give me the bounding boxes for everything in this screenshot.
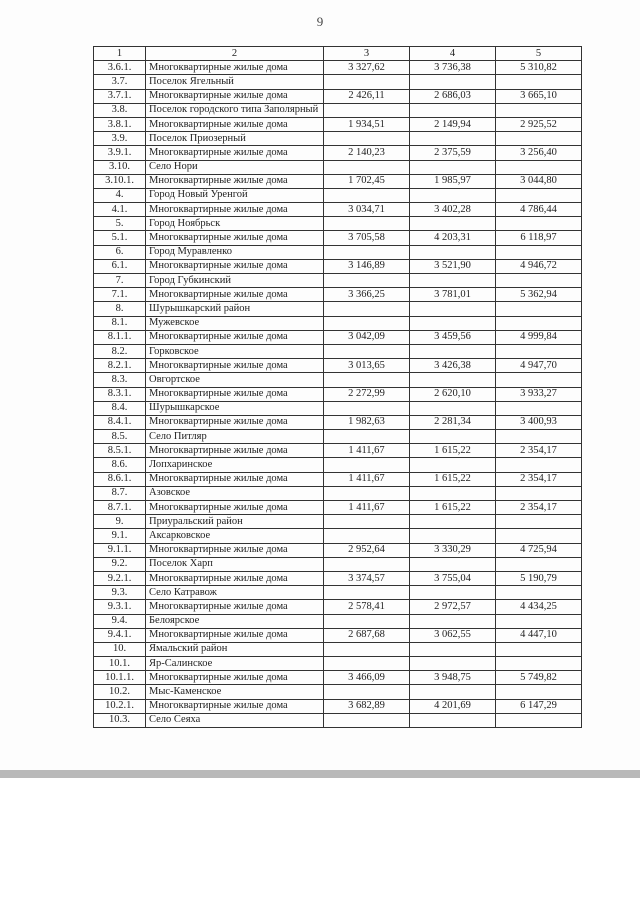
table-row xyxy=(94,188,582,202)
row-number-cell: 9.1.1. xyxy=(94,543,146,557)
table-row xyxy=(94,642,582,656)
value-cell-col5 xyxy=(496,586,582,600)
value-cell-col5 xyxy=(496,132,582,146)
value-cell-col4: 1 615,22 xyxy=(410,472,496,486)
value-cell-col4 xyxy=(410,344,496,358)
value-cell-col4 xyxy=(410,515,496,529)
value-cell-col5 xyxy=(496,316,582,330)
value-cell-col5: 6 118,97 xyxy=(496,231,582,245)
value-cell-col5: 3 400,93 xyxy=(496,415,582,429)
row-name-cell: Село Питляр xyxy=(146,430,324,444)
value-cell-col3 xyxy=(324,657,410,671)
row-number-cell: 9.1. xyxy=(94,529,146,543)
value-cell-col5 xyxy=(496,685,582,699)
value-cell-col4: 1 615,22 xyxy=(410,444,496,458)
row-name-cell: Многоквартирные жилые дома xyxy=(146,203,324,217)
row-number-cell: 10. xyxy=(94,642,146,656)
table-row xyxy=(94,174,582,188)
table-row xyxy=(94,685,582,699)
value-cell-col3 xyxy=(324,188,410,202)
value-cell-col3: 2 272,99 xyxy=(324,387,410,401)
row-number-cell: 8.5. xyxy=(94,430,146,444)
row-name-cell: Многоквартирные жилые дома xyxy=(146,89,324,103)
row-name-cell: Многоквартирные жилые дома xyxy=(146,628,324,642)
row-name-cell: Многоквартирные жилые дома xyxy=(146,288,324,302)
value-cell-col3 xyxy=(324,245,410,259)
row-name-cell: Приуральский район xyxy=(146,515,324,529)
row-number-cell: 10.1.1. xyxy=(94,671,146,685)
value-cell-col4: 3 426,38 xyxy=(410,359,496,373)
value-cell-col3 xyxy=(324,160,410,174)
row-number-cell: 8.2.1. xyxy=(94,359,146,373)
row-number-cell: 8.7.1. xyxy=(94,501,146,515)
value-cell-col3: 3 366,25 xyxy=(324,288,410,302)
row-name-cell: Шурышкарский район xyxy=(146,302,324,316)
row-name-cell: Село Катравож xyxy=(146,586,324,600)
value-cell-col3: 1 411,67 xyxy=(324,444,410,458)
row-number-cell: 8.3.1. xyxy=(94,387,146,401)
value-cell-col3 xyxy=(324,586,410,600)
value-cell-col3 xyxy=(324,713,410,727)
value-cell-col3 xyxy=(324,557,410,571)
value-cell-col4 xyxy=(410,458,496,472)
table-row xyxy=(94,458,582,472)
value-cell-col5: 4 725,94 xyxy=(496,543,582,557)
table-row xyxy=(94,444,582,458)
value-cell-col3 xyxy=(324,458,410,472)
value-cell-col3 xyxy=(324,344,410,358)
table-row xyxy=(94,713,582,727)
value-cell-col4: 3 948,75 xyxy=(410,671,496,685)
value-cell-col3: 3 705,58 xyxy=(324,231,410,245)
row-number-cell: 3.9.1. xyxy=(94,146,146,160)
value-cell-col4 xyxy=(410,430,496,444)
row-name-cell: Шурышкарское xyxy=(146,401,324,415)
value-cell-col3: 3 013,65 xyxy=(324,359,410,373)
table-row xyxy=(94,132,582,146)
table-row xyxy=(94,274,582,288)
value-cell-col5: 4 947,70 xyxy=(496,359,582,373)
value-cell-col5: 4 434,25 xyxy=(496,600,582,614)
row-number-cell: 6. xyxy=(94,245,146,259)
value-cell-col4: 3 330,29 xyxy=(410,543,496,557)
value-cell-col5: 3 933,27 xyxy=(496,387,582,401)
row-number-cell: 3.7. xyxy=(94,75,146,89)
value-cell-col4: 3 062,55 xyxy=(410,628,496,642)
value-cell-col4 xyxy=(410,245,496,259)
value-cell-col4: 2 375,59 xyxy=(410,146,496,160)
row-name-cell: Поселок Приозерный xyxy=(146,132,324,146)
row-name-cell: Город Новый Уренгой xyxy=(146,188,324,202)
value-cell-col4 xyxy=(410,486,496,500)
row-number-cell: 8.6. xyxy=(94,458,146,472)
row-number-cell: 8.4.1. xyxy=(94,415,146,429)
row-name-cell: Мыс-Каменское xyxy=(146,685,324,699)
row-name-cell: Многоквартирные жилые дома xyxy=(146,501,324,515)
row-name-cell: Многоквартирные жилые дома xyxy=(146,571,324,585)
value-cell-col3 xyxy=(324,373,410,387)
value-cell-col5 xyxy=(496,642,582,656)
row-number-cell: 3.8.1. xyxy=(94,117,146,131)
table-header-row xyxy=(94,47,582,61)
value-cell-col3: 3 466,09 xyxy=(324,671,410,685)
row-number-cell: 4. xyxy=(94,188,146,202)
row-number-cell: 3.10.1. xyxy=(94,174,146,188)
row-number-cell: 3.8. xyxy=(94,103,146,117)
value-cell-col4: 2 972,57 xyxy=(410,600,496,614)
row-name-cell: Поселок Харп xyxy=(146,557,324,571)
table-row xyxy=(94,330,582,344)
page-number: 9 xyxy=(316,14,324,29)
value-cell-col3: 2 687,68 xyxy=(324,628,410,642)
row-name-cell: Многоквартирные жилые дома xyxy=(146,330,324,344)
row-number-cell: 8.4. xyxy=(94,401,146,415)
value-cell-col4 xyxy=(410,529,496,543)
value-cell-col3 xyxy=(324,274,410,288)
row-name-cell: Село Нори xyxy=(146,160,324,174)
value-cell-col5 xyxy=(496,245,582,259)
table-row xyxy=(94,401,582,415)
table-row xyxy=(94,529,582,543)
value-cell-col5: 3 044,80 xyxy=(496,174,582,188)
table-row xyxy=(94,259,582,273)
header-cell: 2 xyxy=(146,47,324,61)
value-cell-col3: 1 702,45 xyxy=(324,174,410,188)
value-cell-col3 xyxy=(324,614,410,628)
table-row xyxy=(94,543,582,557)
value-cell-col4: 2 281,34 xyxy=(410,415,496,429)
value-cell-col3 xyxy=(324,685,410,699)
header-cell: 5 xyxy=(496,47,582,61)
table-row xyxy=(94,245,582,259)
table-row xyxy=(94,571,582,585)
table-row xyxy=(94,316,582,330)
value-cell-col5 xyxy=(496,614,582,628)
row-name-cell: Многоквартирные жилые дома xyxy=(146,61,324,75)
value-cell-col3: 2 578,41 xyxy=(324,600,410,614)
row-name-cell: Многоквартирные жилые дома xyxy=(146,174,324,188)
value-cell-col3 xyxy=(324,302,410,316)
value-cell-col5: 3 256,40 xyxy=(496,146,582,160)
table-row xyxy=(94,671,582,685)
value-cell-col4: 2 620,10 xyxy=(410,387,496,401)
value-cell-col4: 2 149,94 xyxy=(410,117,496,131)
value-cell-col5: 4 946,72 xyxy=(496,259,582,273)
table-row xyxy=(94,203,582,217)
value-cell-col3 xyxy=(324,103,410,117)
table-row xyxy=(94,373,582,387)
value-cell-col4: 3 402,28 xyxy=(410,203,496,217)
value-cell-col5 xyxy=(496,274,582,288)
value-cell-col5 xyxy=(496,486,582,500)
value-cell-col3 xyxy=(324,642,410,656)
value-cell-col4: 2 686,03 xyxy=(410,89,496,103)
value-cell-col5: 5 310,82 xyxy=(496,61,582,75)
value-cell-col3: 2 952,64 xyxy=(324,543,410,557)
row-number-cell: 5. xyxy=(94,217,146,231)
row-number-cell: 3.9. xyxy=(94,132,146,146)
row-number-cell: 3.6.1. xyxy=(94,61,146,75)
table-row xyxy=(94,146,582,160)
value-cell-col5 xyxy=(496,557,582,571)
row-number-cell: 10.1. xyxy=(94,657,146,671)
value-cell-col3: 1 411,67 xyxy=(324,501,410,515)
row-number-cell: 9.3.1. xyxy=(94,600,146,614)
value-cell-col4 xyxy=(410,217,496,231)
table-row xyxy=(94,387,582,401)
value-cell-col3: 3 374,57 xyxy=(324,571,410,585)
table-row xyxy=(94,600,582,614)
tariff-table xyxy=(93,46,582,728)
value-cell-col5 xyxy=(496,430,582,444)
value-cell-col4 xyxy=(410,103,496,117)
value-cell-col4: 3 459,56 xyxy=(410,330,496,344)
row-number-cell: 10.2. xyxy=(94,685,146,699)
value-cell-col5: 2 925,52 xyxy=(496,117,582,131)
row-number-cell: 7. xyxy=(94,274,146,288)
table-row xyxy=(94,586,582,600)
scan-edge-band xyxy=(0,770,640,778)
value-cell-col5 xyxy=(496,302,582,316)
value-cell-col3: 3 042,09 xyxy=(324,330,410,344)
table-row xyxy=(94,359,582,373)
row-name-cell: Ямальский район xyxy=(146,642,324,656)
value-cell-col3 xyxy=(324,401,410,415)
value-cell-col3 xyxy=(324,316,410,330)
header-cell: 3 xyxy=(324,47,410,61)
row-name-cell: Яр-Салинское xyxy=(146,657,324,671)
value-cell-col4 xyxy=(410,274,496,288)
table-row xyxy=(94,160,582,174)
value-cell-col3: 2 426,11 xyxy=(324,89,410,103)
value-cell-col4: 3 781,01 xyxy=(410,288,496,302)
value-cell-col4: 3 736,38 xyxy=(410,61,496,75)
table-row xyxy=(94,117,582,131)
value-cell-col3 xyxy=(324,217,410,231)
value-cell-col5: 4 999,84 xyxy=(496,330,582,344)
row-number-cell: 9.4.1. xyxy=(94,628,146,642)
value-cell-col3 xyxy=(324,430,410,444)
value-cell-col4 xyxy=(410,685,496,699)
value-cell-col5 xyxy=(496,188,582,202)
row-name-cell: Многоквартирные жилые дома xyxy=(146,444,324,458)
value-cell-col3: 3 327,62 xyxy=(324,61,410,75)
row-name-cell: Многоквартирные жилые дома xyxy=(146,699,324,713)
row-name-cell: Многоквартирные жилые дома xyxy=(146,671,324,685)
value-cell-col4 xyxy=(410,614,496,628)
value-cell-col4: 4 201,69 xyxy=(410,699,496,713)
row-number-cell: 9.2.1. xyxy=(94,571,146,585)
value-cell-col5 xyxy=(496,515,582,529)
value-cell-col5 xyxy=(496,713,582,727)
value-cell-col3 xyxy=(324,486,410,500)
value-cell-col4: 3 755,04 xyxy=(410,571,496,585)
row-name-cell: Многоквартирные жилые дома xyxy=(146,231,324,245)
header-cell: 4 xyxy=(410,47,496,61)
table-row xyxy=(94,103,582,117)
row-number-cell: 3.10. xyxy=(94,160,146,174)
value-cell-col4 xyxy=(410,713,496,727)
value-cell-col5 xyxy=(496,75,582,89)
table-row xyxy=(94,344,582,358)
value-cell-col5: 2 354,17 xyxy=(496,472,582,486)
row-name-cell: Многоквартирные жилые дома xyxy=(146,543,324,557)
value-cell-col4: 3 521,90 xyxy=(410,259,496,273)
row-number-cell: 10.3. xyxy=(94,713,146,727)
row-number-cell: 9. xyxy=(94,515,146,529)
value-cell-col4 xyxy=(410,373,496,387)
table-row xyxy=(94,288,582,302)
row-number-cell: 9.2. xyxy=(94,557,146,571)
row-name-cell: Многоквартирные жилые дома xyxy=(146,600,324,614)
row-name-cell: Аксарковское xyxy=(146,529,324,543)
row-name-cell: Город Губкинский xyxy=(146,274,324,288)
value-cell-col4 xyxy=(410,75,496,89)
row-number-cell: 8.7. xyxy=(94,486,146,500)
value-cell-col5 xyxy=(496,344,582,358)
row-name-cell: Село Сеяха xyxy=(146,713,324,727)
value-cell-col5: 3 665,10 xyxy=(496,89,582,103)
row-number-cell: 8. xyxy=(94,302,146,316)
row-name-cell: Многоквартирные жилые дома xyxy=(146,472,324,486)
row-name-cell: Город Муравленко xyxy=(146,245,324,259)
value-cell-col4: 4 203,31 xyxy=(410,231,496,245)
table-row xyxy=(94,75,582,89)
header-cell: 1 xyxy=(94,47,146,61)
row-number-cell: 8.1.1. xyxy=(94,330,146,344)
value-cell-col3: 3 034,71 xyxy=(324,203,410,217)
row-name-cell: Белоярское xyxy=(146,614,324,628)
table-row xyxy=(94,472,582,486)
row-name-cell: Многоквартирные жилые дома xyxy=(146,259,324,273)
row-number-cell: 9.3. xyxy=(94,586,146,600)
table-row xyxy=(94,501,582,515)
value-cell-col4 xyxy=(410,316,496,330)
row-number-cell: 7.1. xyxy=(94,288,146,302)
value-cell-col3 xyxy=(324,132,410,146)
value-cell-col4 xyxy=(410,642,496,656)
table-row xyxy=(94,628,582,642)
value-cell-col5: 6 147,29 xyxy=(496,699,582,713)
row-name-cell: Горковское xyxy=(146,344,324,358)
row-name-cell: Город Ноябрьск xyxy=(146,217,324,231)
row-number-cell: 5.1. xyxy=(94,231,146,245)
row-number-cell: 6.1. xyxy=(94,259,146,273)
row-name-cell: Многоквартирные жилые дома xyxy=(146,117,324,131)
value-cell-col3 xyxy=(324,529,410,543)
table-row xyxy=(94,657,582,671)
value-cell-col4 xyxy=(410,657,496,671)
row-number-cell: 8.1. xyxy=(94,316,146,330)
table-row xyxy=(94,89,582,103)
value-cell-col5: 4 786,44 xyxy=(496,203,582,217)
row-name-cell: Азовское xyxy=(146,486,324,500)
value-cell-col5 xyxy=(496,373,582,387)
value-cell-col4: 1 615,22 xyxy=(410,501,496,515)
value-cell-col4 xyxy=(410,557,496,571)
value-cell-col5: 2 354,17 xyxy=(496,444,582,458)
table-row xyxy=(94,302,582,316)
value-cell-col3: 3 146,89 xyxy=(324,259,410,273)
value-cell-col5 xyxy=(496,458,582,472)
value-cell-col3 xyxy=(324,75,410,89)
row-name-cell: Поселок Ягельный xyxy=(146,75,324,89)
row-name-cell: Многоквартирные жилые дома xyxy=(146,359,324,373)
value-cell-col5 xyxy=(496,529,582,543)
table-row xyxy=(94,217,582,231)
value-cell-col5 xyxy=(496,160,582,174)
value-cell-col5: 2 354,17 xyxy=(496,501,582,515)
table-row xyxy=(94,486,582,500)
row-number-cell: 8.6.1. xyxy=(94,472,146,486)
table-row xyxy=(94,430,582,444)
table-row xyxy=(94,61,582,75)
value-cell-col4 xyxy=(410,188,496,202)
table-row xyxy=(94,515,582,529)
row-name-cell: Мужевское xyxy=(146,316,324,330)
value-cell-col3: 1 934,51 xyxy=(324,117,410,131)
row-number-cell: 4.1. xyxy=(94,203,146,217)
value-cell-col5 xyxy=(496,657,582,671)
value-cell-col5 xyxy=(496,401,582,415)
row-name-cell: Многоквартирные жилые дома xyxy=(146,387,324,401)
table-row xyxy=(94,231,582,245)
row-name-cell: Многоквартирные жилые дома xyxy=(146,415,324,429)
row-name-cell: Лопхаринское xyxy=(146,458,324,472)
value-cell-col3: 1 411,67 xyxy=(324,472,410,486)
value-cell-col4: 1 985,97 xyxy=(410,174,496,188)
value-cell-col5: 5 749,82 xyxy=(496,671,582,685)
row-number-cell: 9.4. xyxy=(94,614,146,628)
table-row xyxy=(94,557,582,571)
row-name-cell: Овгортское xyxy=(146,373,324,387)
value-cell-col3 xyxy=(324,515,410,529)
value-cell-col3: 3 682,89 xyxy=(324,699,410,713)
row-number-cell: 8.3. xyxy=(94,373,146,387)
value-cell-col5: 5 190,79 xyxy=(496,571,582,585)
row-number-cell: 3.7.1. xyxy=(94,89,146,103)
value-cell-col4 xyxy=(410,401,496,415)
row-number-cell: 8.5.1. xyxy=(94,444,146,458)
value-cell-col4 xyxy=(410,302,496,316)
table-row xyxy=(94,699,582,713)
value-cell-col5 xyxy=(496,103,582,117)
table-row xyxy=(94,415,582,429)
value-cell-col3: 1 982,63 xyxy=(324,415,410,429)
value-cell-col4 xyxy=(410,132,496,146)
row-name-cell: Поселок городского типа Заполярный xyxy=(146,103,324,117)
value-cell-col5: 5 362,94 xyxy=(496,288,582,302)
value-cell-col5 xyxy=(496,217,582,231)
table-body xyxy=(94,47,582,728)
row-name-cell: Многоквартирные жилые дома xyxy=(146,146,324,160)
value-cell-col3: 2 140,23 xyxy=(324,146,410,160)
value-cell-col4 xyxy=(410,160,496,174)
value-cell-col5: 4 447,10 xyxy=(496,628,582,642)
value-cell-col4 xyxy=(410,586,496,600)
row-number-cell: 8.2. xyxy=(94,344,146,358)
row-number-cell: 10.2.1. xyxy=(94,699,146,713)
table-row xyxy=(94,614,582,628)
